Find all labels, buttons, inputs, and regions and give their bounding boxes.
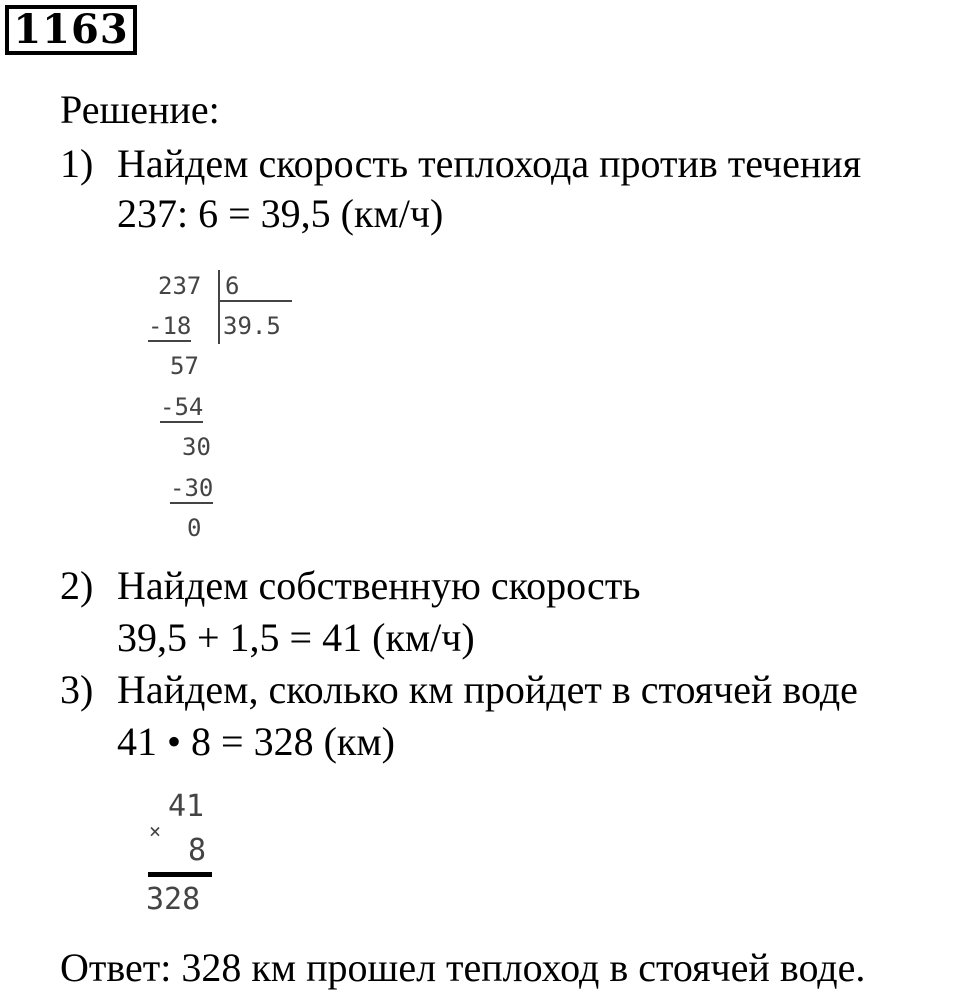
- divisor: 6: [225, 272, 240, 300]
- step-3-text: Найдем, сколько км пройдет в стоячей воде: [117, 667, 858, 712]
- step-2-number: 2): [60, 563, 94, 608]
- multiply-sign: ×: [149, 819, 162, 843]
- remainder-1: 57: [170, 352, 199, 380]
- step-2-calc: 39,5 + 1,5 = 41 (км/ч): [117, 615, 475, 660]
- solution-label: Решение:: [60, 87, 220, 132]
- answer: Ответ: 328 км прошел теплоход в стоячей воде.: [60, 945, 866, 990]
- subtrahend-3: -30: [170, 474, 214, 502]
- step-2-text: Найдем собственную скорость: [117, 563, 641, 608]
- division-bracket-horizontal: [218, 300, 292, 302]
- multiplication-rule: [148, 872, 212, 877]
- step-1-number: 1): [60, 141, 94, 186]
- problem-number: 1163: [5, 5, 137, 55]
- division-bracket-vertical: [218, 270, 220, 344]
- step-3-number: 3): [60, 667, 94, 712]
- step-1-text: Найдем скорость теплохода против течения: [117, 141, 862, 186]
- remainder-3: 0: [187, 514, 202, 542]
- step-3-calc: 41 • 8 = 328 (км): [117, 719, 395, 764]
- step-1-calc: 237: 6 = 39,5 (км/ч): [117, 191, 444, 236]
- multiplier: 8: [188, 833, 207, 868]
- subtrahend-1: -18: [148, 312, 192, 340]
- remainder-2: 30: [182, 433, 211, 461]
- quotient: 39.5: [223, 312, 281, 340]
- subtrahend-2: -54: [160, 393, 204, 421]
- product: 328: [146, 882, 201, 917]
- dividend: 237: [158, 272, 202, 300]
- multiplicand: 41: [168, 789, 205, 824]
